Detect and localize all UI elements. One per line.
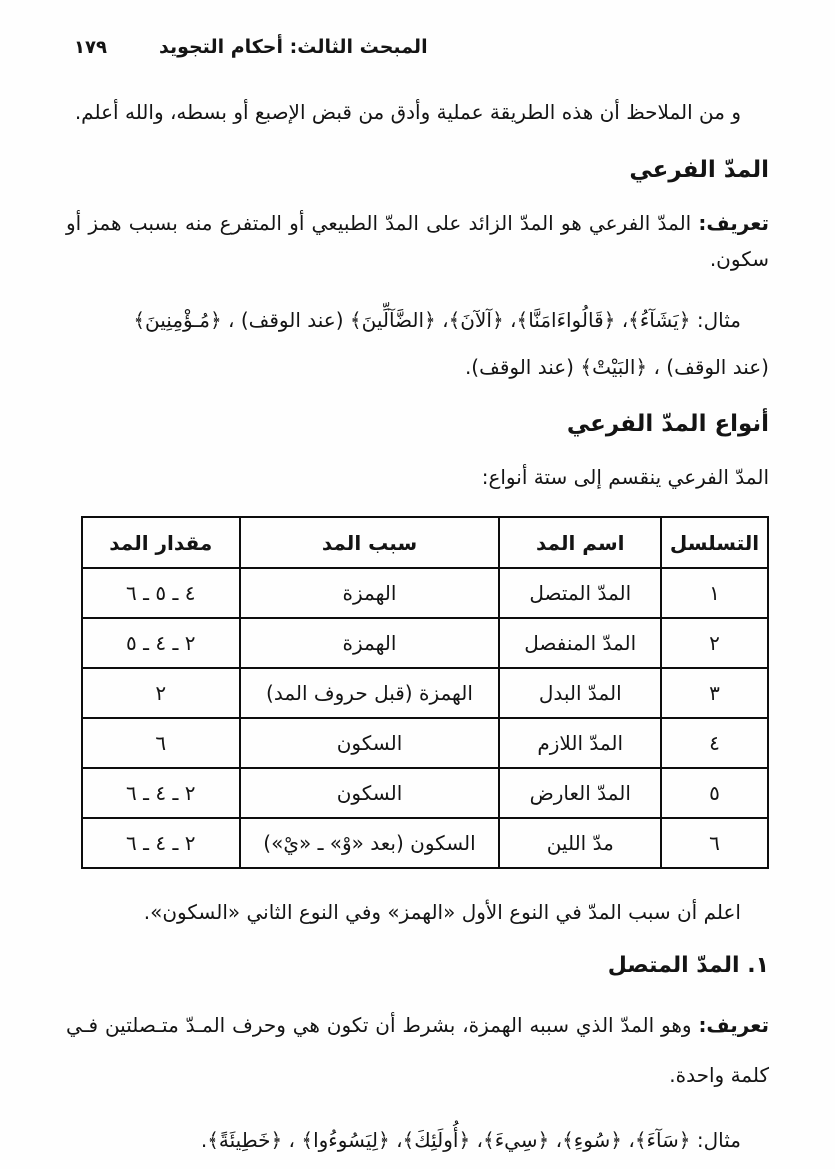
cell-sequence: ٦ [661, 818, 768, 868]
cell-sequence: ٣ [661, 668, 768, 718]
definition-text: وهو المدّ الذي سببه الهمزة، بشرط أن تكون هي وحرف المـدّ متـصلتين فـي كلمة واحدة. [66, 1013, 769, 1088]
cell-madd-amount: ٢ ـ ٤ ـ ٦ [82, 768, 240, 818]
col-header-madd-cause: سبب المد [240, 517, 500, 568]
table-row [82, 718, 768, 768]
col-header-sequence: التسلسل [661, 517, 768, 568]
muttasil-definition [66, 1000, 769, 1100]
section-heading-anwa3: أنواع المدّ الفرعي [566, 411, 769, 438]
cell-sequence: ٢ [661, 618, 768, 668]
example-quotes: ﴿سَآءَ﴾، ﴿سُوءِ﴾، ﴿سِيءَ﴾، ﴿أُولَئِكَ﴾، ﴿لِيَسُوءُوا﴾ ، ﴿خَطِيئَةً﴾. [200, 1128, 691, 1153]
cell-sequence: ٤ [661, 718, 768, 768]
cell-madd-name: المدّ المنفصل [499, 618, 661, 668]
cell-sequence: ١ [661, 568, 768, 618]
table-header-row [82, 517, 768, 568]
cell-madd-name: المدّ اللازم [499, 718, 661, 768]
table-row [82, 818, 768, 868]
cell-madd-cause: السكون [240, 768, 500, 818]
intro-paragraph: و من الملاحظ أن هذه الطريقة عملية وأدق من قبض الإصبع أو بسطه، والله أعلم. [74, 100, 741, 124]
cell-madd-amount: ٢ ـ ٤ ـ ٦ [82, 818, 240, 868]
col-header-madd-amount: مقدار المد [82, 517, 240, 568]
far3i-example-line2: (عند الوقف) ، ﴿البَيْتْ﴾ (عند الوقف). [464, 355, 769, 380]
cell-madd-amount: ٤ ـ ٥ ـ ٦ [82, 568, 240, 618]
far3i-example-line1 [66, 297, 769, 344]
cell-sequence: ٥ [661, 768, 768, 818]
example-quotes: ﴿يَشَآءُ﴾، ﴿قَالُواءَامَنَّا﴾، ﴿آلآنَ﴾، ﴿الضَّآلِّينَ﴾ (عند الوقف) ، ﴿مُـؤْمِنِينَ﴾ [133, 308, 691, 333]
cell-madd-amount: ٦ [82, 718, 240, 768]
chapter-title: المبحث الثالث: أحكام التجويد [158, 36, 428, 58]
page-number: ١٧٩ [74, 37, 107, 58]
table-row [82, 618, 768, 668]
example-label: مثال: [696, 1128, 741, 1153]
cell-madd-cause: الهمزة [240, 568, 500, 618]
cell-madd-name: المدّ العارض [499, 768, 661, 818]
far3i-example [66, 297, 769, 391]
page-content [66, 0, 769, 1169]
cell-madd-name: مدّ اللين [499, 818, 661, 868]
example-label: مثال: [696, 308, 741, 333]
cell-madd-amount: ٢ [82, 668, 240, 718]
section-heading-far3i: المدّ الفرعي [629, 157, 769, 183]
col-header-madd-name: اسم المد [499, 517, 661, 568]
muttasil-example [66, 1120, 769, 1160]
cell-madd-name: المدّ البدل [499, 668, 661, 718]
definition-label: تعريف: [698, 1013, 770, 1038]
cell-madd-name: المدّ المتصل [499, 568, 661, 618]
far3i-definition [66, 205, 769, 277]
cell-madd-cause: الهمزة (قبل حروف المد) [240, 668, 500, 718]
definition-label: تعريف: [698, 211, 769, 236]
anwa3-lead: المدّ الفرعي ينقسم إلى ستة أنواع: [481, 465, 769, 490]
section-heading-muttasil: ١. المدّ المتصل [607, 953, 769, 979]
definition-text: المدّ الفرعي هو المدّ الزائد على المدّ الطبيعي أو المتفرع منه بسبب همز أو سكون. [66, 211, 769, 272]
table-row [82, 568, 768, 618]
cell-madd-cause: الهمزة [240, 618, 500, 668]
cell-madd-cause: السكون [240, 718, 500, 768]
table-row [82, 668, 768, 718]
cell-madd-cause: السكون (بعد «وْ» ـ «يْ») [240, 818, 500, 868]
table-row [82, 768, 768, 818]
madd-types-table [81, 516, 769, 869]
cell-madd-amount: ٢ ـ ٤ ـ ٥ [82, 618, 240, 668]
anwa3-note: اعلم أن سبب المدّ في النوع الأول «الهمز» وفي النوع الثاني «السكون». [143, 900, 741, 925]
